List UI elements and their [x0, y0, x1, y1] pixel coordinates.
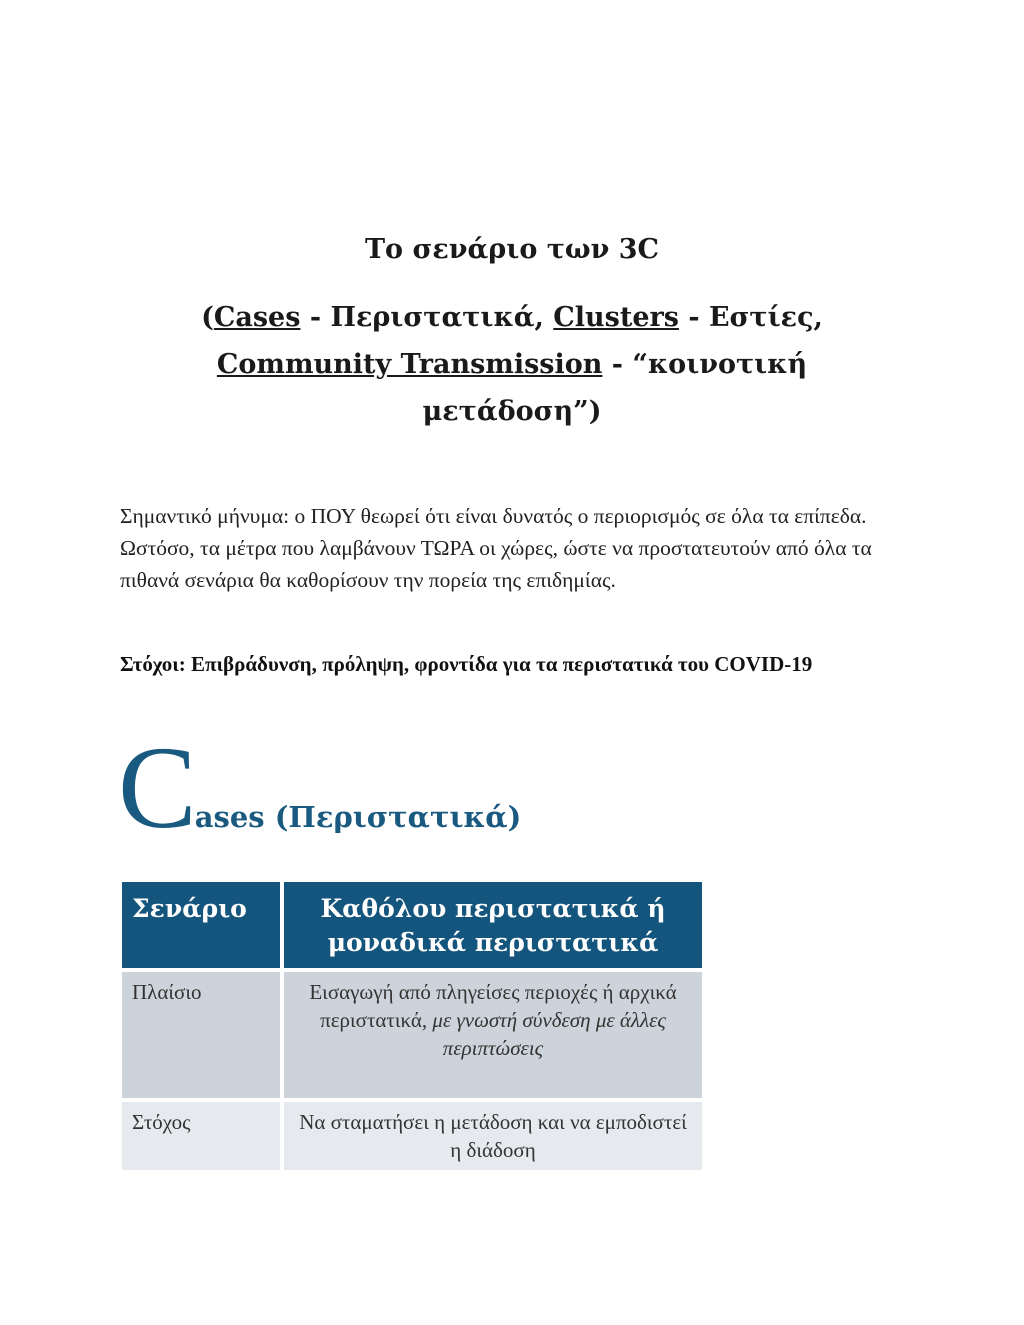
table-header-description: Καθόλου περιστατικά ή μοναδικά περιστατικά: [282, 882, 702, 970]
table-cell-value-plain: Να σταματήσει η μετάδοση και να εμποδιστεί η διάδοση: [299, 1110, 687, 1162]
table-cell-label: Στόχος: [122, 1100, 282, 1170]
table-row: [122, 970, 702, 1100]
table-header-scenario: Σενάριο: [122, 882, 282, 970]
table-header-row: [122, 882, 702, 970]
subtitle-sep-2: - Εστίες,: [678, 302, 823, 333]
section-heading-text: ases (Περιστατικά): [194, 800, 522, 834]
table-cell-label: Πλαίσιο: [122, 970, 282, 1100]
section-heading-cases: [118, 722, 522, 853]
term-cases: Cases: [213, 302, 301, 333]
term-community-transmission: Community Transmission: [216, 349, 603, 380]
table-row: [122, 1100, 702, 1170]
subtitle-open-paren: (: [201, 302, 214, 333]
table-cell-value-italic: με γνωστή σύνδεση με άλλες περιπτώσεις: [432, 1008, 666, 1060]
term-clusters: Clusters: [553, 302, 679, 333]
document-title: Το σενάριο των 3C: [364, 234, 660, 265]
table-cell-value: [282, 970, 702, 1100]
goals-text: Στόχοι: Επιβράδυνση, πρόληψη, φροντίδα για τα περιστατικά του COVID-19: [120, 652, 813, 676]
section-drop-cap: C: [118, 722, 197, 853]
table-cell-value-plain: Εισαγωγή από πληγείσες περιοχές ή αρχικά περιστατικά,: [309, 980, 677, 1032]
subtitle-sep-3: - “κοινοτική μετάδοση”): [422, 349, 808, 427]
cases-table: [122, 882, 702, 1170]
table-cell-value: [282, 1100, 702, 1170]
important-message: Σημαντικό μήνυμα: ο ΠΟΥ θεωρεί ότι είναι δυνατός ο περιορισμός σε όλα τα επίπεδα. Ωστόσο, τα μέτρα που λαμβάνουν ΤΩΡΑ οι χώρες, ώστε να προστατευτούν από όλα τα πιθανά σενάρια θα καθορίσουν την πορεία της επιδημίας.: [120, 504, 872, 592]
document-subtitle: [190, 294, 834, 435]
subtitle-sep-1: - Περιστατικά,: [300, 302, 554, 333]
